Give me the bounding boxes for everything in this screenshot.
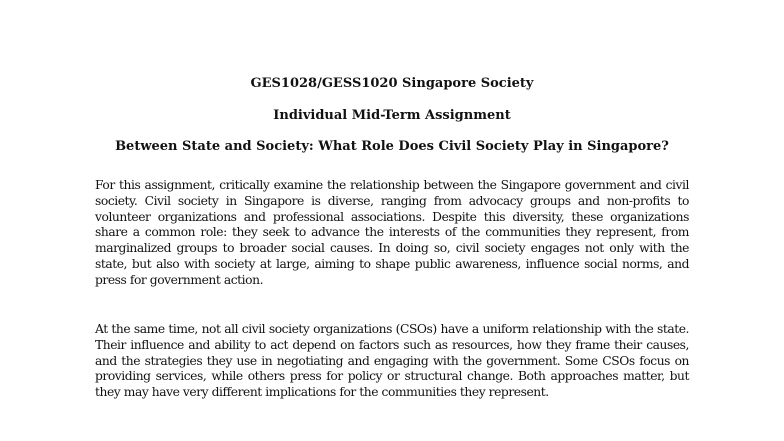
course-title: GES1028/GESS1020 Singapore Society bbox=[250, 76, 534, 91]
paragraph-1: For this assignment, critically examine the relationship between the Singapore government and civil society. Civil society in Singapore is diverse, ranging from advocacy groups and non-profits to volunteer organizations and professional associations. Despite this diversity, these organizations share a common role: they seek to advance the interests of the communities they represent, from marginalized groups to broader social causes. In doing so, civil society engages not only with the state, but also with society at large, aiming to shape public awareness, influence social norms, and press for government action. bbox=[95, 178, 689, 287]
paragraph-2: At the same time, not all civil society organizations (CSOs) have a uniform relationship with the state. Their influence and ability to act depend on factors such as resources, how they frame their causes, and the strategies they use in negotiating and engaging with the government. Some CSOs focus on providing services, while others press for policy or structural change. Both approaches matter, but they may have very different implications for the communities they represent. bbox=[95, 322, 689, 400]
assignment-title: Individual Mid-Term Assignment bbox=[273, 108, 511, 123]
essay-title: Between State and Society: What Role Does Civil Society Play in Singapore? bbox=[115, 139, 669, 154]
